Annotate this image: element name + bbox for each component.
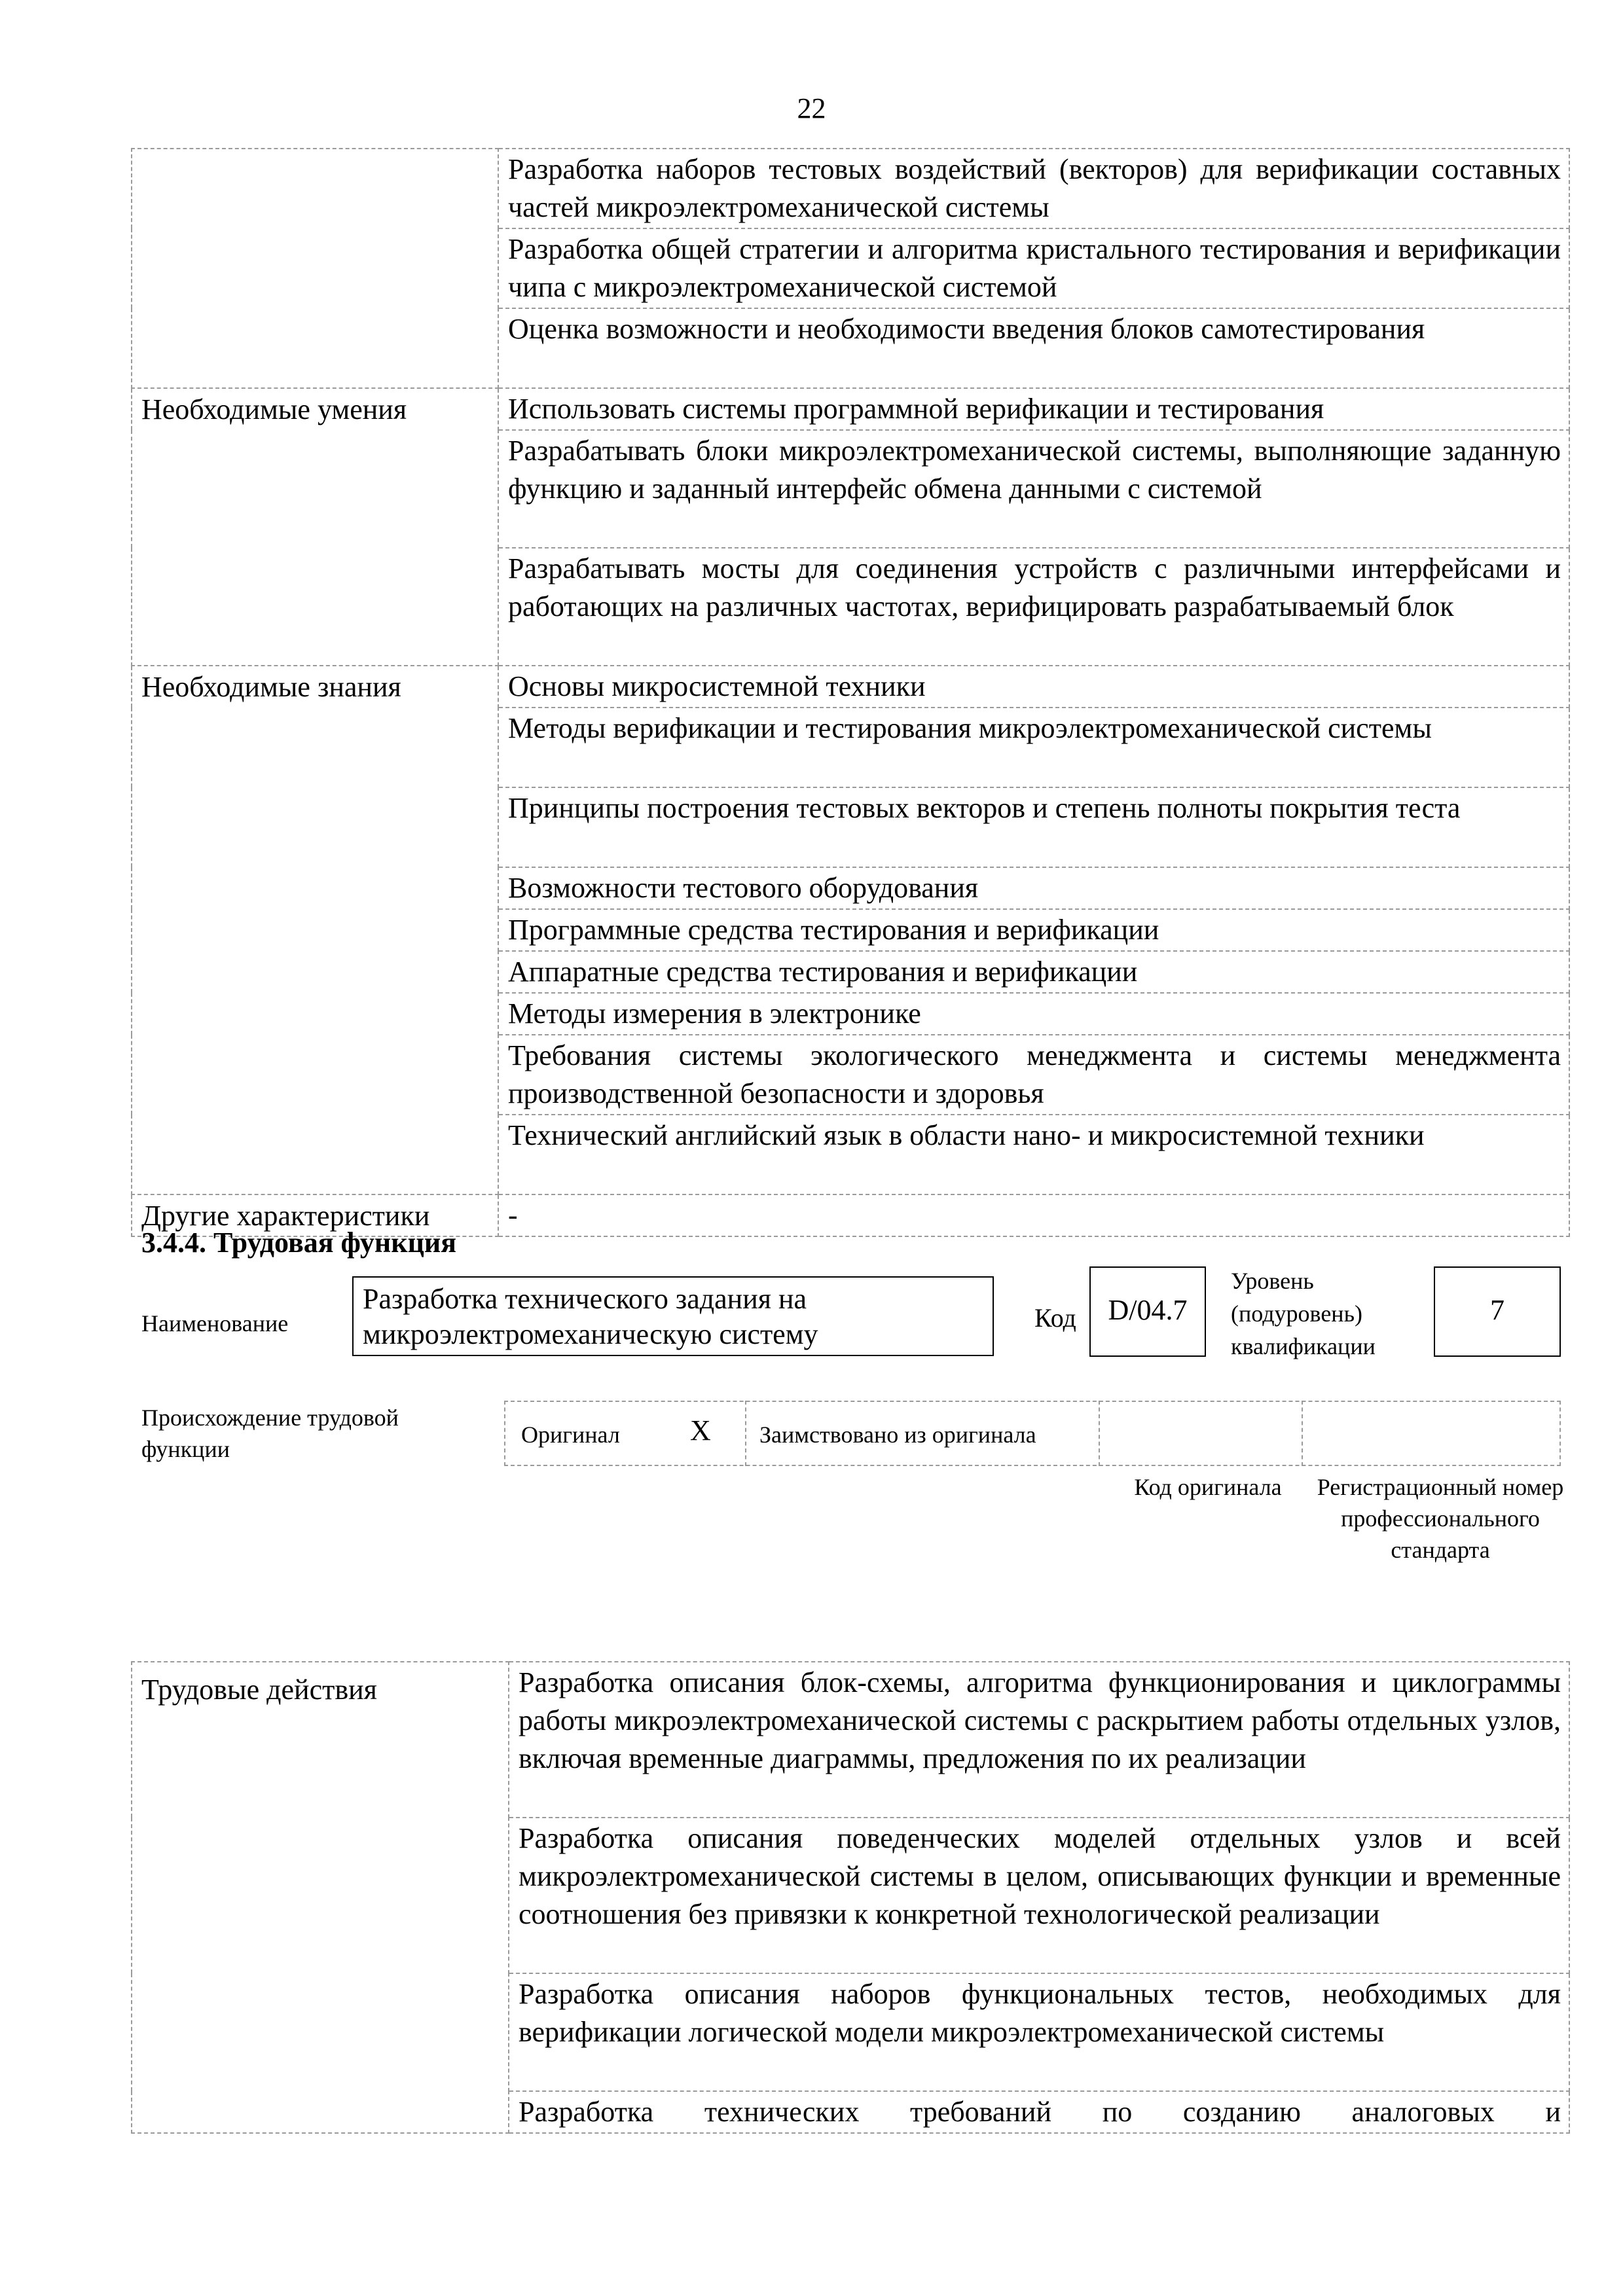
table-cell: Разработка наборов тестовых воздействий (векторов) для верификации составных частей микроэлектромеханической системы (498, 149, 1569, 228)
table-cell: Технический английский язык в области нано- и микросистемной техники (498, 1115, 1569, 1194)
table-cell: Разработка описания поведенческих моделей отдельных узлов и всей микроэлектромеханической системы в целом, описывающих функции и временные соотношения без привязки к конкретной технологической реализации (509, 1818, 1569, 1973)
table-cell: Разрабатывать блоки микроэлектромеханической системы, выполняющие заданную функцию и заданный интерфейс обмена данными с системой (498, 430, 1569, 548)
table-cell: Оценка возможности и необходимости введения блоков самотестирования (498, 308, 1569, 388)
table-cell: Основы микросистемной техники (498, 666, 1569, 708)
table-cell: Требования системы экологического менеджмента и системы менеджмента производственной безопасности и здоровья (498, 1035, 1569, 1115)
row-label-knowledge: Необходимые знания (132, 666, 498, 1194)
level-value-box: 7 (1434, 1266, 1561, 1357)
name-label: Наименование (141, 1310, 289, 1336)
table-cell: Аппаратные средства тестирования и верификации (498, 951, 1569, 993)
table-cell: Возможности тестового оборудования (498, 867, 1569, 909)
row-label-skills: Необходимые умения (132, 388, 498, 666)
original-mark: X (690, 1414, 711, 1446)
code-value-box: D/04.7 (1089, 1266, 1206, 1357)
table-cell: Разработка описания блок-схемы, алгоритма функционирования и циклограммы работы микроэлектромеханической системы с раскрытием работы отдельных узлов, включая временные диаграммы, предложения по их реализации (509, 1662, 1569, 1818)
function-name-box: Разработка технического задания на микроэлектромеханическую систему (352, 1276, 994, 1356)
page-number: 22 (797, 92, 826, 124)
skills-knowledge-table (131, 148, 1570, 1237)
table-cell: Принципы построения тестовых векторов и степень полноты покрытия теста (498, 787, 1569, 867)
level-label: Уровень (подуровень) квалификации (1231, 1268, 1376, 1359)
table-cell: Программные средства тестирования и верификации (498, 909, 1569, 951)
actions-label: Трудовые действия (132, 1662, 509, 2133)
origin-label: Происхождение трудовой функции (141, 1405, 399, 1462)
table-cell: Методы верификации и тестирования микроэлектромеханической системы (498, 708, 1569, 787)
reg-number-caption: Регистрационный номер профессионального стандарта (1317, 1474, 1564, 1563)
table-cell: Использовать системы программной верификации и тестирования (498, 388, 1569, 430)
table-cell: Разработка описания наборов функциональных тестов, необходимых для верификации логической модели микроэлектромеханической системы (509, 1973, 1569, 2091)
table-cell: Разработка технических требований по созданию аналоговых и (509, 2091, 1569, 2133)
row-label-empty (132, 149, 498, 388)
orig-code-caption: Код оригинала (1134, 1474, 1282, 1500)
row-label-other: Другие характеристики (132, 1194, 498, 1236)
code-label: Код (1034, 1303, 1076, 1333)
original-label: Оригинал (521, 1422, 620, 1448)
table-cell: - (498, 1194, 1569, 1236)
table-cell: Разрабатывать мосты для соединения устройств с различными интерфейсами и работающих на различных частотах, верифицировать разрабатываемый блок (498, 548, 1569, 666)
labor-actions-table (131, 1661, 1570, 2134)
borrowed-label: Заимствовано из оригинала (759, 1422, 1036, 1448)
section-title: 3.4.4. Трудовая функция (141, 1227, 457, 1259)
table-cell: Методы измерения в электронике (498, 993, 1569, 1035)
table-cell: Разработка общей стратегии и алгоритма кристального тестирования и верификации чипа с микроэлектромеханической системой (498, 228, 1569, 308)
